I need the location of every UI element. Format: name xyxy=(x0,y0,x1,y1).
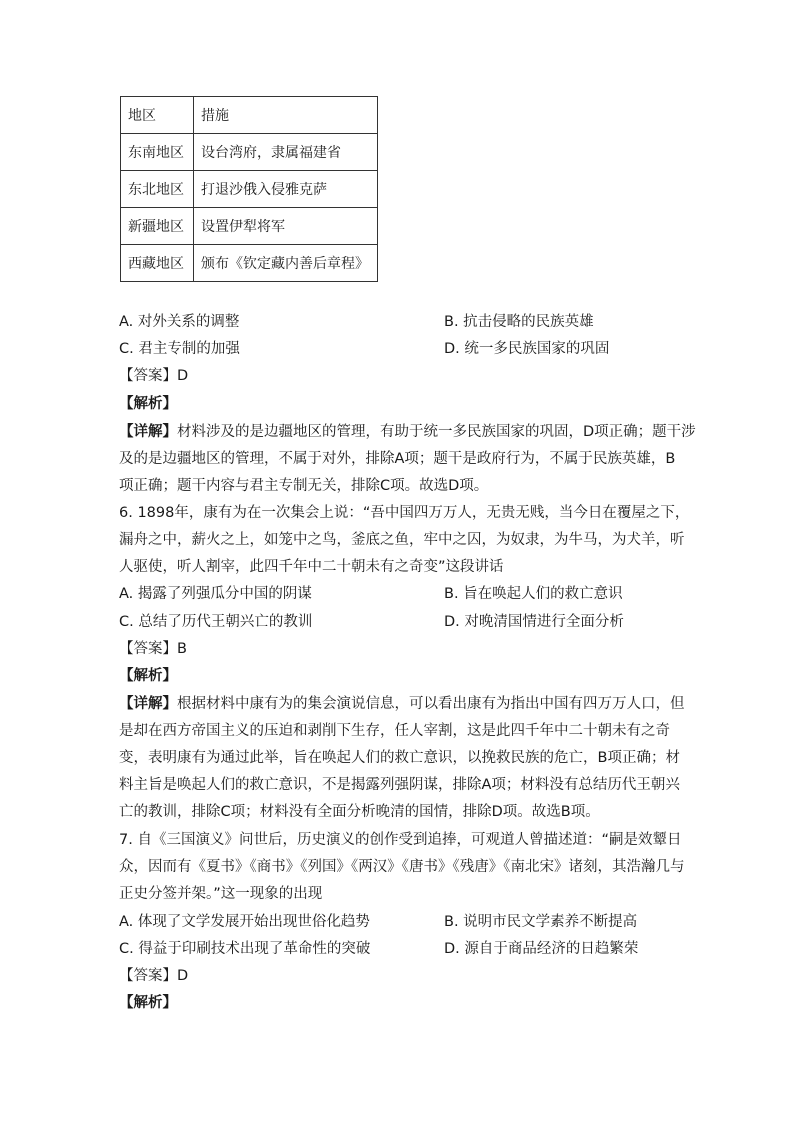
table-row xyxy=(121,134,378,171)
q7-stem-line-1: 7. 自《三国演义》问世后，历史演义的创作受到追捧，可观道人曾描述道：“嗣是效颦日 xyxy=(119,832,682,848)
table-cell-measure: 设台湾府，隶属福建省 xyxy=(194,134,378,171)
table-row xyxy=(121,171,378,208)
q5-detail-line-3: 项正确；题干内容与君主专制无关，排除C项。故选D项。 xyxy=(119,478,489,494)
table-cell-region: 西藏地区 xyxy=(121,245,194,282)
q6-detail-text: 根据材料中康有为的集会演说信息，可以看出康有为指出中国有四万万人口，但 xyxy=(177,696,685,712)
q6-detail-line-2: 是却在西方帝国主义的压迫和剥削下生存，任人宰割，这是此四千年中二十朝未有之奇 xyxy=(119,723,670,739)
q6-detail-label: 【详解】 xyxy=(119,696,177,712)
q7-option-d: D. 源自于商品经济的日趋繁荣 xyxy=(444,941,639,957)
q6-detail-line-1 xyxy=(119,694,685,714)
q6-option-b: B. 旨在唤起人们的救亡意识 xyxy=(444,586,623,602)
q5-option-d: D. 统一多民族国家的巩固 xyxy=(444,341,610,357)
q7-stem-line-2: 众，因而有《夏书》《商书》《列国》《两汉》《唐书》《残唐》《南北宋》诸刻，其浩瀚几与 xyxy=(119,859,685,875)
q5-detail-text: 材料涉及的是边疆地区的管理，有助于统一多民族国家的巩固，D项正确；题干涉 xyxy=(177,424,696,440)
q7-option-c: C. 得益于印刷技术出现了革命性的突破 xyxy=(119,941,371,957)
table-header-cell: 措施 xyxy=(194,97,378,134)
q7-option-a: A. 体现了文学发展开始出现世俗化趋势 xyxy=(119,914,370,930)
q5-detail-line-2: 及的是边疆地区的管理，不属于对外，排除A项；题干是政府行为，不属于民族英雄，B xyxy=(119,451,676,467)
q6-option-a: A. 揭露了列强瓜分中国的阴谋 xyxy=(119,586,312,602)
q7-answer: 【答案】D xyxy=(119,968,189,984)
table-row xyxy=(121,245,378,282)
q6-detail-line-3: 变，表明康有为通过此举，旨在唤起人们的救亡意识，以挽救民族的危亡，B项正确；材 xyxy=(119,750,680,766)
table-cell-measure: 颁布《钦定藏内善后章程》 xyxy=(194,245,378,282)
q6-stem-line-2: 漏舟之中，薪火之上，如笼中之鸟，釜底之鱼，牢中之囚，为奴隶，为牛马，为犬羊，听 xyxy=(119,532,685,548)
q6-detail-line-5: 亡的教训，排除C项；材料没有全面分析晚清的国情，排除D项。故选B项。 xyxy=(119,804,600,820)
q5-detail-label: 【详解】 xyxy=(119,424,177,440)
q7-analysis-label: 【解析】 xyxy=(119,995,177,1011)
q6-stem-line-3: 人驱使，听人割宰，此四千年中二十朝未有之奇变”这段讲话 xyxy=(119,559,504,575)
table-cell-region: 东北地区 xyxy=(121,171,194,208)
table-cell-region: 东南地区 xyxy=(121,134,194,171)
q6-detail-line-4: 料主旨是唤起人们的救亡意识，不是揭露列强阴谋，排除A项；材料没有总结历代王朝兴 xyxy=(119,777,680,793)
region-measures-table xyxy=(120,96,378,282)
q5-analysis-label: 【解析】 xyxy=(119,396,177,412)
q5-answer: 【答案】D xyxy=(119,368,189,384)
q6-answer: 【答案】B xyxy=(119,641,187,657)
table-header-cell: 地区 xyxy=(121,97,194,134)
q6-option-d: D. 对晚清国情进行全面分析 xyxy=(444,614,624,630)
q5-detail-line-1 xyxy=(119,422,696,442)
q6-option-c: C. 总结了历代王朝兴亡的教训 xyxy=(119,614,313,630)
q5-option-a: A. 对外关系的调整 xyxy=(119,314,240,330)
q5-option-b: B. 抗击侵略的民族英雄 xyxy=(444,314,594,330)
table-cell-region: 新疆地区 xyxy=(121,208,194,245)
table-header-row xyxy=(121,97,378,134)
q5-option-c: C. 君主专制的加强 xyxy=(119,341,240,357)
q6-stem-line-1: 6. 1898年，康有为在一次集会上说：“吾中国四万万人，无贵无贱，当今日在覆屋之下， xyxy=(119,505,690,521)
q6-analysis-label: 【解析】 xyxy=(119,668,177,684)
table-row xyxy=(121,208,378,245)
table-cell-measure: 设置伊犁将军 xyxy=(194,208,378,245)
q7-option-b: B. 说明市民文学素养不断提高 xyxy=(444,914,638,930)
q7-stem-line-3: 正史分签并架。”这一现象的出现 xyxy=(119,886,323,902)
table-cell-measure: 打退沙俄入侵雅克萨 xyxy=(194,171,378,208)
